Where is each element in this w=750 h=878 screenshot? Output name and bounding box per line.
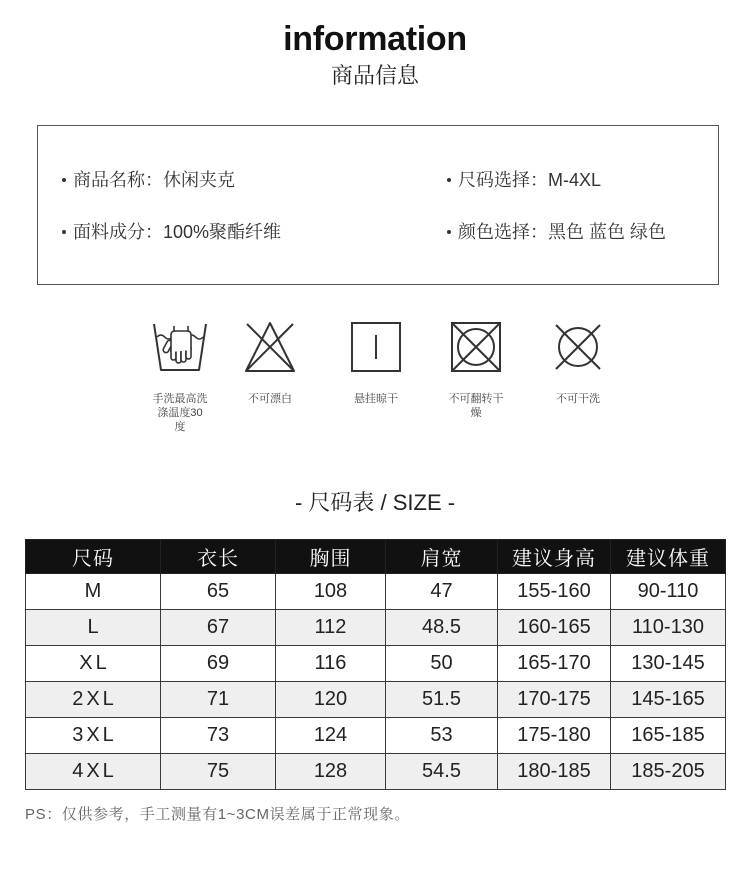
info-item-product-name xyxy=(73,168,235,192)
table-row xyxy=(26,754,726,790)
cell-length: 73 xyxy=(161,718,276,754)
table-header-row xyxy=(26,540,726,574)
care-label-line: 度 xyxy=(174,421,186,433)
bullet-icon xyxy=(62,178,66,182)
hand-wash-icon xyxy=(151,321,209,373)
cell-weight: 110-130 xyxy=(611,610,726,646)
cell-length: 67 xyxy=(161,610,276,646)
table-row xyxy=(26,610,726,646)
info-item-color-options xyxy=(458,220,666,244)
cell-shoulder: 53 xyxy=(386,718,498,754)
size-chart-title: - 尺码表 / SIZE - xyxy=(294,490,456,515)
cell-chest: 108 xyxy=(276,574,386,610)
care-label xyxy=(230,392,310,406)
header-weight: 建议体重 xyxy=(611,540,726,574)
header-length: 衣长 xyxy=(161,540,276,574)
info-item-material xyxy=(73,220,281,244)
product-info-box xyxy=(37,125,719,285)
care-label xyxy=(538,392,618,406)
care-item-no-dry-clean xyxy=(538,318,618,438)
table-row xyxy=(26,646,726,682)
page-subtitle: 商品信息 xyxy=(330,63,419,88)
cell-weight: 165-185 xyxy=(611,718,726,754)
care-label xyxy=(140,392,220,434)
page-title: information xyxy=(283,20,467,58)
care-label xyxy=(436,392,516,420)
table-row xyxy=(26,682,726,718)
cell-shoulder: 54.5 xyxy=(386,754,498,790)
cell-size: 3XL xyxy=(26,718,161,754)
cell-height: 160-165 xyxy=(498,610,611,646)
cell-chest: 116 xyxy=(276,646,386,682)
cell-length: 69 xyxy=(161,646,276,682)
cell-height: 170-175 xyxy=(498,682,611,718)
measurement-note: PS：仅供参考，手工测量有1~3CM误差属于正常现象。 xyxy=(25,806,410,823)
cell-size: 2XL xyxy=(26,682,161,718)
care-label-line: 不可翻转干 xyxy=(448,393,504,405)
cell-shoulder: 51.5 xyxy=(386,682,498,718)
cell-height: 165-170 xyxy=(498,646,611,682)
cell-shoulder: 47 xyxy=(386,574,498,610)
size-chart-table xyxy=(25,539,726,790)
cell-shoulder: 48.5 xyxy=(386,610,498,646)
cell-shoulder: 50 xyxy=(386,646,498,682)
cell-chest: 112 xyxy=(276,610,386,646)
header-height: 建议身高 xyxy=(498,540,611,574)
cell-size: M xyxy=(26,574,161,610)
info-item-label: 商品名称：休闲夹克 xyxy=(73,170,235,190)
cell-height: 180-185 xyxy=(498,754,611,790)
cell-weight: 90-110 xyxy=(611,574,726,610)
header-size: 尺码 xyxy=(26,540,161,574)
line-dry-icon xyxy=(350,321,402,373)
cell-length: 75 xyxy=(161,754,276,790)
care-item-line-dry xyxy=(336,318,416,438)
bullet-icon xyxy=(447,178,451,182)
cell-size: 4XL xyxy=(26,754,161,790)
cell-weight: 145-165 xyxy=(611,682,726,718)
header-chest: 胸围 xyxy=(276,540,386,574)
cell-length: 71 xyxy=(161,682,276,718)
cell-size: XL xyxy=(26,646,161,682)
cell-weight: 130-145 xyxy=(611,646,726,682)
table-row xyxy=(26,574,726,610)
care-label xyxy=(336,392,416,406)
cell-weight: 185-205 xyxy=(611,754,726,790)
care-item-no-tumble-dry xyxy=(436,318,516,438)
info-item-label: 尺码选择：M-4XL xyxy=(458,170,602,190)
info-item-label: 颜色选择：黑色 蓝色 绿色 xyxy=(458,222,667,242)
do-not-dry-clean-icon xyxy=(553,321,603,373)
do-not-tumble-dry-icon xyxy=(450,321,502,373)
care-label-line: 不可漂白 xyxy=(248,393,292,405)
care-label-line: 燥 xyxy=(470,407,482,419)
care-label-line: 手洗最高洗 xyxy=(152,393,208,405)
care-label-line: 不可干洗 xyxy=(556,393,600,405)
cell-size: L xyxy=(26,610,161,646)
care-label-line: 悬挂晾干 xyxy=(354,393,398,405)
table-row xyxy=(26,718,726,754)
cell-chest: 124 xyxy=(276,718,386,754)
info-item-label: 面料成分：100%聚酯纤维 xyxy=(73,222,282,242)
do-not-bleach-icon xyxy=(244,321,296,373)
cell-length: 65 xyxy=(161,574,276,610)
care-item-hand-wash xyxy=(140,318,220,438)
header-shoulder: 肩宽 xyxy=(386,540,498,574)
info-item-size-options xyxy=(458,168,601,192)
cell-chest: 120 xyxy=(276,682,386,718)
cell-height: 155-160 xyxy=(498,574,611,610)
bullet-icon xyxy=(62,230,66,234)
cell-height: 175-180 xyxy=(498,718,611,754)
care-label-line: 涤温度30 xyxy=(157,407,203,419)
bullet-icon xyxy=(447,230,451,234)
cell-chest: 128 xyxy=(276,754,386,790)
care-item-no-bleach xyxy=(230,318,310,438)
